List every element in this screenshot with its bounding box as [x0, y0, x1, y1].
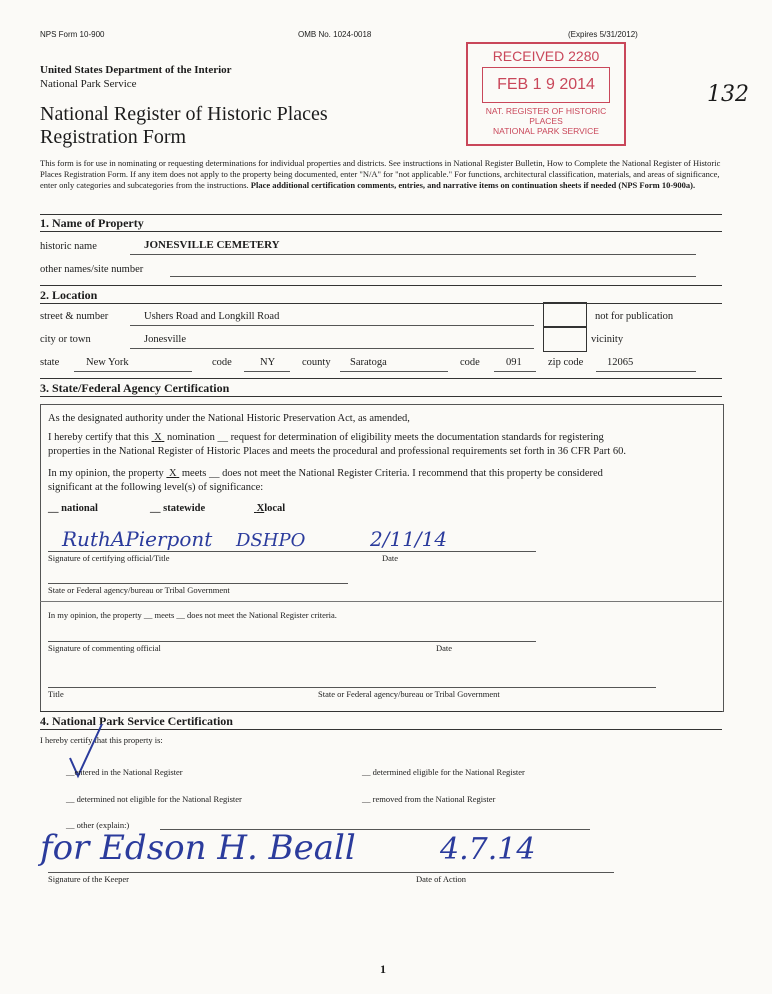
city-label: city or town	[40, 334, 91, 345]
certify-text: I hereby certify that this property is:	[40, 735, 163, 745]
historic-name-label: historic name	[40, 241, 97, 252]
state-value[interactable]: New York	[86, 357, 129, 368]
nomination-mark[interactable]: X	[154, 432, 162, 443]
title-label: Title	[48, 689, 64, 699]
page-number: 1	[380, 962, 386, 976]
state-code-value[interactable]: NY	[260, 357, 276, 368]
agency-label-2: State or Federal agency/bureau or Tribal Government	[318, 689, 500, 699]
date-label: Date	[382, 553, 399, 563]
other-option[interactable]: __ other (explain:)	[66, 820, 130, 830]
street-value[interactable]: Ushers Road and Longkill Road	[144, 311, 280, 322]
street-label: street & number	[40, 311, 109, 322]
form-number: NPS Form 10-900	[40, 30, 105, 39]
determined-eligible-option[interactable]: __ determined eligible for the National Register	[362, 767, 525, 777]
keeper-signature: for Edson H. Beall	[40, 828, 356, 868]
stamp-date: FEB 1 9 2014	[482, 67, 610, 103]
section2-heading: 2. Location	[40, 288, 98, 302]
entered-option[interactable]: __entered in the National Register	[66, 767, 183, 777]
s3-p2a-line	[48, 432, 604, 443]
keeper-label: Signature of the Keeper	[48, 874, 129, 884]
historic-name-value[interactable]: JONESVILLE CEMETERY	[144, 239, 280, 251]
date-label-2: Date	[436, 643, 453, 653]
level-national[interactable]: __ national	[48, 503, 98, 514]
title-line1: National Register of Historic Places	[40, 103, 328, 125]
removed-option[interactable]: __ removed from the National Register	[362, 794, 496, 804]
intro-bold: Place additional certification comments, entries, and narrative items on continuation sheets if needed (NPS Form 10-900a).	[250, 180, 696, 190]
state-code-label: code	[212, 357, 232, 368]
not-eligible-option[interactable]: __ determined not eligible for the National Register	[66, 794, 242, 804]
intro-body: This form is for use in nominating or requesting determinations for individual properties and districts. See instructions in National Register Bulletin, How to Complete the National Register of Historic Places Registration Form. If any item does not apply to the property being documented, enter "N/A" for "not applicable." For functions, architectural classification, materials, and areas of significance, enter only categories and subcategories from the instructions.	[40, 158, 721, 190]
other-names-label: other names/site number	[40, 264, 144, 275]
handwritten-number: 132	[707, 82, 749, 107]
expires: (Expires 5/31/2012)	[568, 30, 638, 39]
vicinity-checkbox[interactable]	[543, 326, 587, 352]
certifying-signature: RuthAPierpont	[62, 527, 213, 551]
agency-label: State or Federal agency/bureau or Tribal Government	[48, 585, 230, 595]
action-label: Date of Action	[416, 874, 467, 884]
opinion-text: In my opinion, the property __ meets __ does not meet the National Register criteria.	[48, 610, 337, 620]
s3-p2a: I hereby certify that this	[48, 432, 149, 443]
not-for-publication-checkbox[interactable]	[543, 302, 587, 328]
level-statewide[interactable]: __ statewide	[150, 503, 206, 514]
certifying-date: 2/11/14	[370, 527, 448, 551]
not-for-publication-label: not for publication	[595, 311, 674, 322]
department: United States Department of the Interior	[40, 64, 232, 76]
section3-heading: 3. State/Federal Agency Certification	[40, 381, 230, 395]
zip-label: zip code	[548, 357, 584, 368]
certifying-title: DSHPO	[236, 530, 306, 551]
s3-p3c: significant at the following level(s) of significance:	[48, 482, 264, 493]
section4-heading: 4. National Park Service Certification	[40, 714, 233, 728]
vicinity-label: vicinity	[591, 334, 624, 345]
s3-p2b: nomination __ request for determination of eligibility meets the documentation standards for registering	[166, 432, 604, 443]
stamp-line1: NAT. REGISTER OF HISTORIC PLACES	[485, 106, 607, 126]
sig-label: Signature of certifying official/Title	[48, 553, 170, 563]
state-label: state	[40, 357, 60, 368]
s3-p1: As the designated authority under the National Historic Preservation Act, as amended,	[48, 413, 410, 424]
meets-mark[interactable]: X	[169, 468, 177, 479]
stamp-received: RECEIVED 2280	[492, 48, 600, 64]
county-code-label: code	[460, 357, 480, 368]
s3-p3-line	[48, 468, 603, 479]
stamp-line2: NATIONAL PARK SERVICE	[493, 126, 599, 136]
s3-p3a: In my opinion, the property	[48, 468, 164, 479]
s3-p3b: meets __ does not meet the National Register Criteria. I recommend that this property be considered	[181, 468, 603, 479]
commenting-label: Signature of commenting official	[48, 643, 161, 653]
agency: National Park Service	[40, 78, 137, 90]
intro-text	[40, 158, 722, 191]
received-stamp	[466, 42, 626, 146]
omb-number: OMB No. 1024-0018	[298, 30, 372, 39]
section1-heading: 1. Name of Property	[40, 216, 144, 230]
zip-value[interactable]: 12065	[607, 357, 634, 368]
city-value[interactable]: Jonesville	[144, 334, 186, 345]
county-value[interactable]: Saratoga	[350, 357, 387, 368]
s3-p2c: properties in the National Register of Historic Places and meets the procedural and professional requirements set forth in 36 CFR Part 60.	[48, 446, 626, 457]
action-date: 4.7.14	[440, 832, 536, 867]
county-label: county	[302, 357, 331, 368]
county-code-value[interactable]: 091	[506, 357, 522, 368]
title-line2: Registration Form	[40, 126, 187, 148]
level-local[interactable]: Xlocal	[256, 503, 286, 514]
